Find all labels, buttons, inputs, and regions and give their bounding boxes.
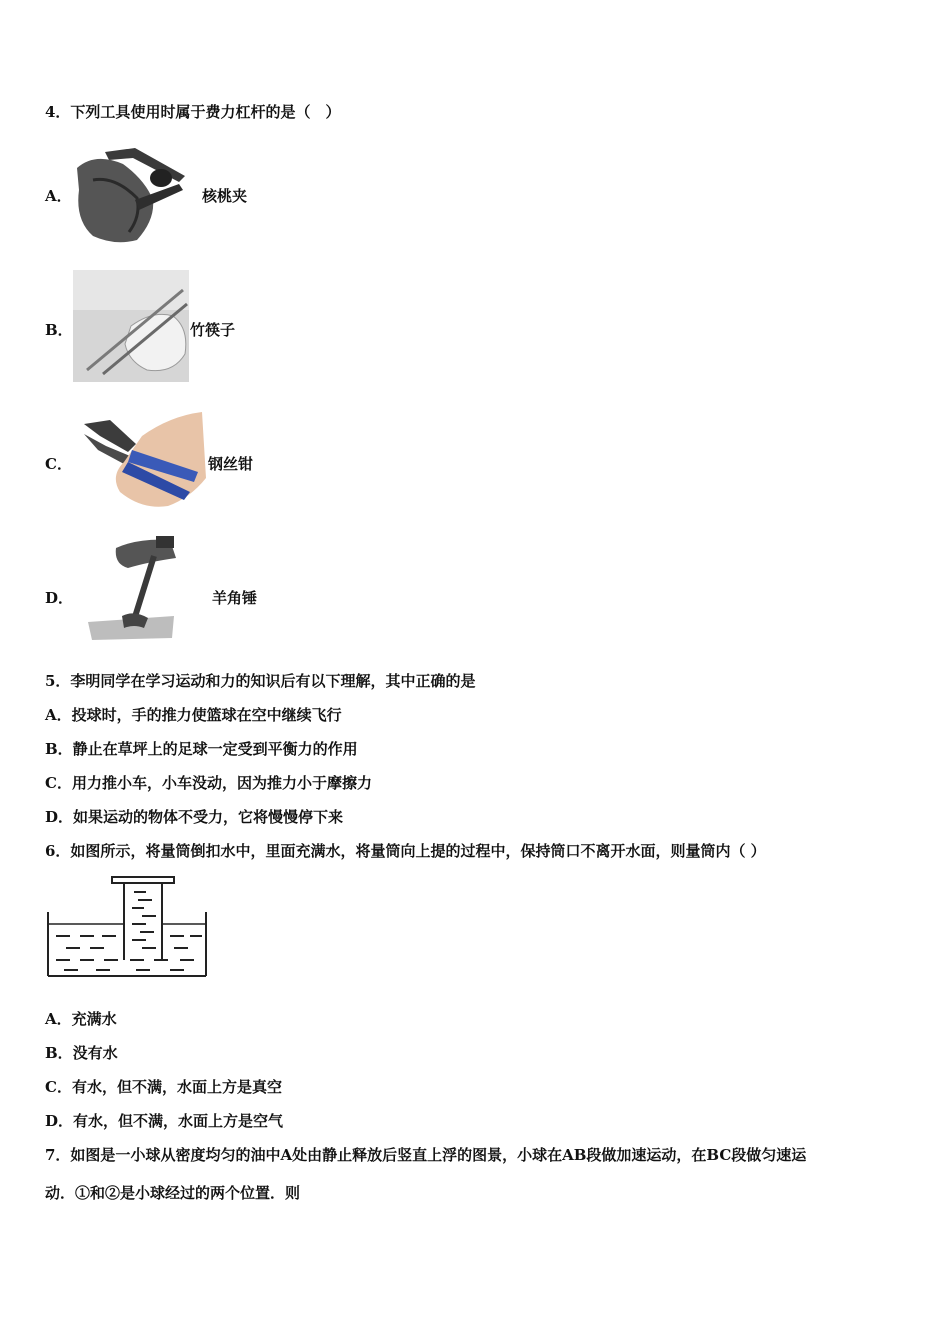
- q5-option-c: C．用力推小车，小车没动，因为推力小于摩擦力: [45, 774, 372, 792]
- q5-option-d: D．如果运动的物体不受力，它将慢慢停下来: [45, 808, 344, 826]
- q6-option-d: D．有水，但不满，水面上方是空气: [45, 1112, 284, 1130]
- q4-option-d-text: 羊角锤: [212, 589, 258, 607]
- q6-option-c: C．有水，但不满，水面上方是真空: [45, 1078, 282, 1096]
- q4-option-c-text: 钢丝钳: [208, 455, 254, 473]
- q4-option-a-text: 核桃夹: [202, 187, 248, 205]
- pliers-icon: [80, 406, 208, 512]
- q7-stem-line2: 动．①和②是小球经过的两个位置．则: [45, 1184, 301, 1202]
- chopsticks-icon: [73, 270, 189, 382]
- claw-hammer-icon: [88, 536, 178, 640]
- q5-option-b: B．静止在草坪上的足球一定受到平衡力的作用: [45, 740, 358, 758]
- q6-option-b: B．没有水: [45, 1044, 118, 1062]
- nutcracker-icon: [75, 140, 190, 246]
- inverted-cylinder-diagram: [46, 874, 210, 980]
- q4-option-b-letter: B．: [45, 321, 73, 339]
- q4-stem: 4．下列工具使用时属于费力杠杆的是（ ）: [45, 103, 341, 121]
- q4-option-b-text: 竹筷子: [190, 321, 236, 339]
- q6-stem: 6．如图所示，将量筒倒扣水中，里面充满水，将量筒向上提的过程中，保持筒口不离开水面，则量筒内（ ）: [45, 842, 766, 860]
- q5-stem: 5．李明同学在学习运动和力的知识后有以下理解，其中正确的是: [45, 672, 476, 690]
- q7-stem-line1: 7．如图是一小球从密度均匀的油中A处由静止释放后竖直上浮的图景，小球在AB段做加速运动，在BC段做匀速运: [45, 1146, 807, 1164]
- q5-option-a: A．投球时，手的推力使篮球在空中继续飞行: [45, 706, 342, 724]
- q4-option-a-letter: A．: [45, 187, 72, 205]
- q4-option-c-letter: C．: [45, 455, 72, 473]
- q4-option-d-letter: D．: [45, 589, 74, 607]
- q6-option-a: A．充满水: [45, 1010, 117, 1028]
